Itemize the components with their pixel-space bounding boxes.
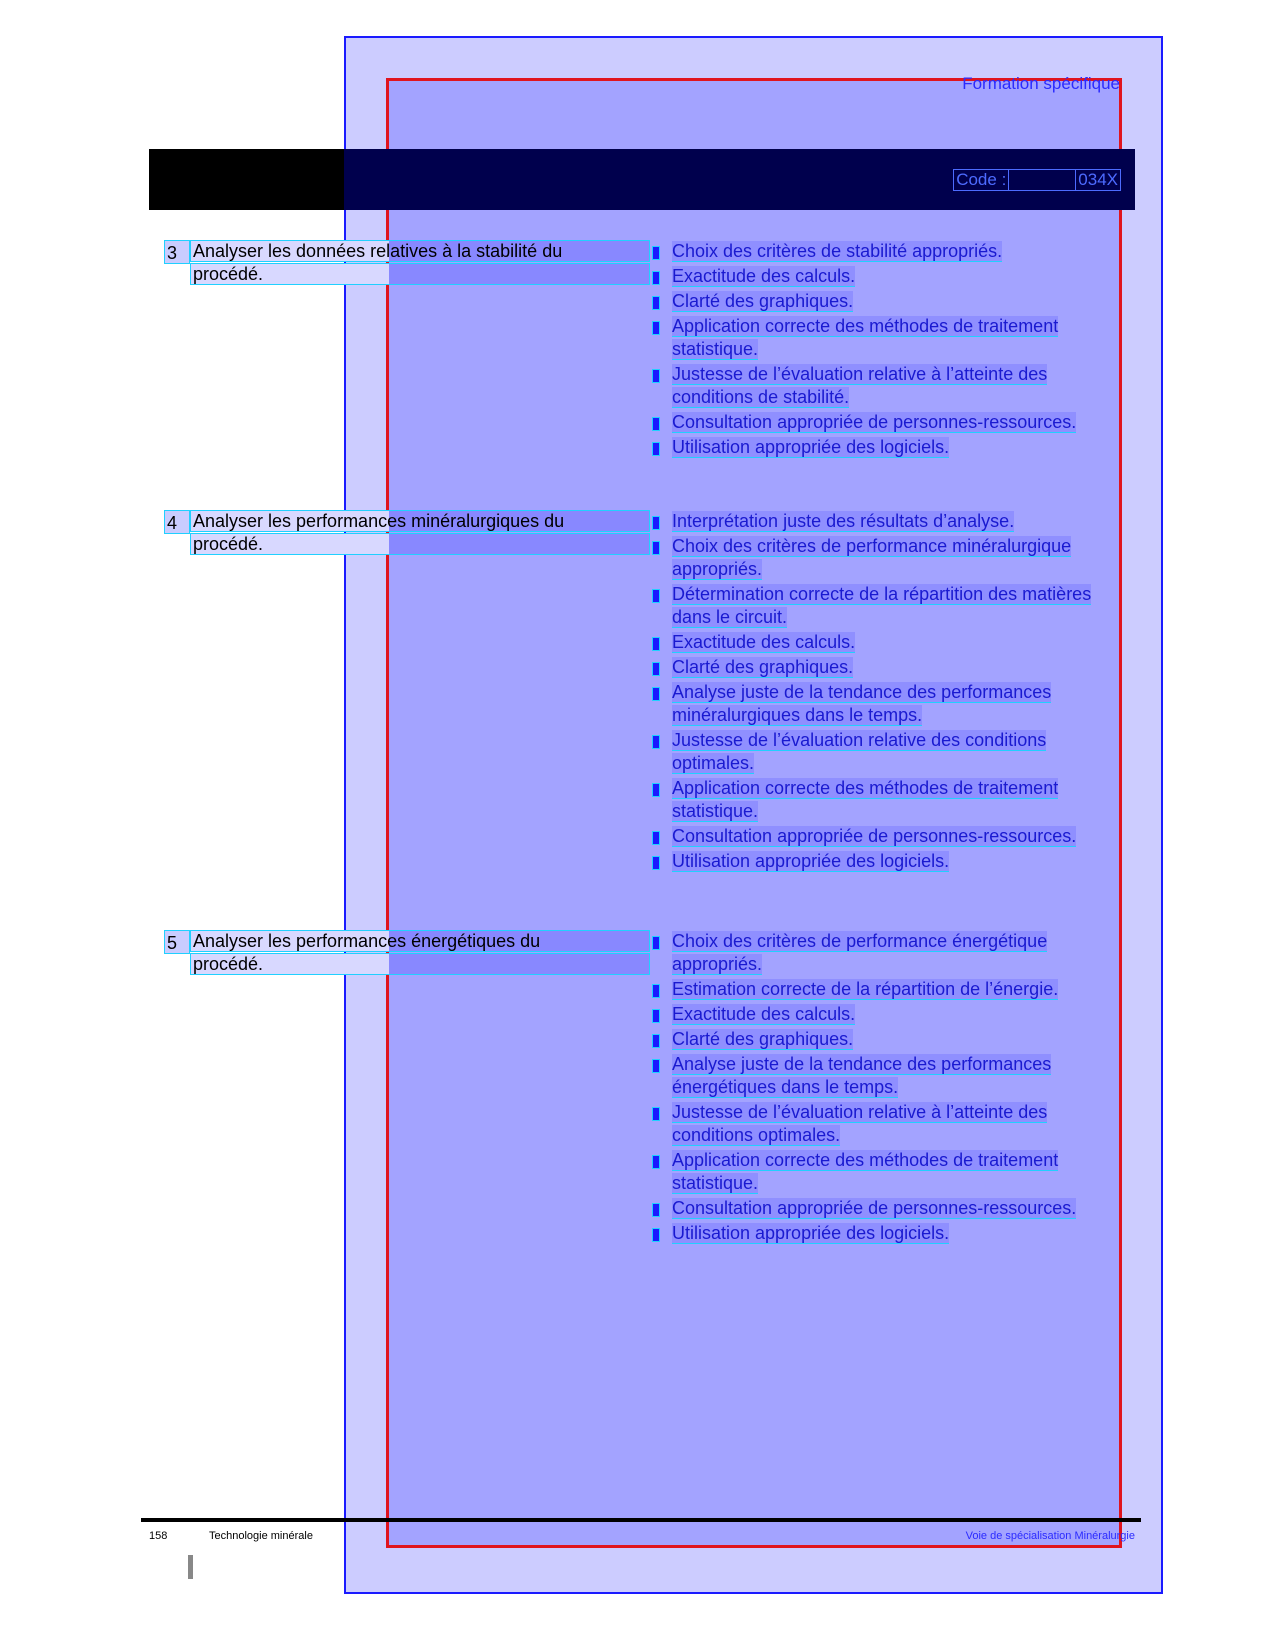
list-item xyxy=(652,535,1114,581)
criterion-text: Application correcte des méthodes de traitement statistique. xyxy=(672,316,1059,359)
criterion-text: Clarté des graphiques. xyxy=(672,657,854,677)
criterion-text: Utilisation appropriée des logiciels. xyxy=(672,1223,950,1243)
running-title: Formation spécifique xyxy=(962,74,1120,93)
criterion-text: Exactitude des calculs. xyxy=(672,266,856,286)
criterion-text: Consultation appropriée de personnes-ressources. xyxy=(672,1198,1077,1218)
criteria-list xyxy=(652,930,1114,1247)
list-item xyxy=(652,1101,1114,1147)
list-item xyxy=(652,436,1114,459)
list-item xyxy=(652,850,1114,873)
list-item xyxy=(652,265,1114,288)
list-item xyxy=(652,363,1114,409)
criterion-text: Justesse de l’évaluation relative des conditions optimales. xyxy=(672,730,1047,773)
element-line: procédé. xyxy=(190,263,650,285)
list-item xyxy=(652,825,1114,848)
list-item xyxy=(652,656,1114,679)
title-band xyxy=(149,149,1135,210)
list-item xyxy=(652,1053,1114,1099)
list-item xyxy=(652,290,1114,313)
bullet-icon xyxy=(652,589,660,603)
element-number: 5 xyxy=(164,930,190,954)
list-item xyxy=(652,1028,1114,1051)
bullet-icon xyxy=(652,516,660,530)
list-item xyxy=(652,411,1114,434)
list-item xyxy=(652,777,1114,823)
criteria-list xyxy=(652,240,1114,461)
element-line: procédé. xyxy=(190,953,650,975)
code-label: Code : xyxy=(953,169,1009,191)
bullet-icon xyxy=(652,831,660,845)
list-item xyxy=(652,1222,1114,1245)
bullet-icon xyxy=(652,1059,660,1073)
criterion-text: Exactitude des calculs. xyxy=(672,632,856,652)
bullet-icon xyxy=(652,783,660,797)
bullet-icon xyxy=(652,442,660,456)
list-item xyxy=(652,729,1114,775)
bullet-icon xyxy=(652,417,660,431)
code-block xyxy=(953,169,1121,191)
bullet-icon xyxy=(652,637,660,651)
list-item xyxy=(652,681,1114,727)
criterion-text: Application correcte des méthodes de traitement statistique. xyxy=(672,1150,1059,1193)
bullet-icon xyxy=(652,296,660,310)
bullet-icon xyxy=(652,321,660,335)
bullet-icon xyxy=(652,541,660,555)
program-title: Technologie minérale xyxy=(209,1530,313,1542)
bullet-icon xyxy=(652,1203,660,1217)
bullet-icon xyxy=(652,662,660,676)
bullet-icon xyxy=(652,1107,660,1121)
margin-mark xyxy=(188,1555,193,1579)
list-item xyxy=(652,315,1114,361)
bullet-icon xyxy=(652,1009,660,1023)
criterion-text: Estimation correcte de la répartition de l’énergie. xyxy=(672,979,1059,999)
footer-rule xyxy=(141,1518,1141,1522)
code-value: 034X xyxy=(1075,169,1121,191)
bullet-icon xyxy=(652,1228,660,1242)
bullet-icon xyxy=(652,246,660,260)
criterion-text: Consultation appropriée de personnes-ressources. xyxy=(672,412,1077,432)
element-number: 4 xyxy=(164,510,190,534)
bullet-icon xyxy=(652,687,660,701)
element-line: Analyser les données relatives à la stabilité du xyxy=(190,240,650,262)
criterion-text: Analyse juste de la tendance des performances énergétiques dans le temps. xyxy=(672,1054,1052,1097)
criterion-text: Détermination correcte de la répartition des matières dans le circuit. xyxy=(672,584,1092,627)
criterion-text: Utilisation appropriée des logiciels. xyxy=(672,851,950,871)
bullet-icon xyxy=(652,1155,660,1169)
criterion-text: Clarté des graphiques. xyxy=(672,1029,854,1049)
element-line: Analyser les performances minéralurgiques du xyxy=(190,510,650,532)
page-number: 158 xyxy=(149,1530,168,1542)
list-item xyxy=(652,510,1114,533)
section-title: Voie de spécialisation Minéralurgie xyxy=(965,1530,1135,1542)
list-item xyxy=(652,930,1114,976)
criterion-text: Choix des critères de performance énergétique appropriés. xyxy=(672,931,1048,974)
criterion-text: Application correcte des méthodes de traitement statistique. xyxy=(672,778,1059,821)
bullet-icon xyxy=(652,856,660,870)
element-number: 3 xyxy=(164,240,190,264)
bullet-icon xyxy=(652,271,660,285)
list-item xyxy=(652,240,1114,263)
code-gap xyxy=(1009,169,1075,191)
list-item xyxy=(652,978,1114,1001)
list-item xyxy=(652,1149,1114,1195)
criterion-text: Exactitude des calculs. xyxy=(672,1004,856,1024)
criterion-text: Justesse de l’évaluation relative à l’atteinte des conditions optimales. xyxy=(672,1102,1048,1145)
bullet-icon xyxy=(652,984,660,998)
bullet-icon xyxy=(652,1034,660,1048)
criterion-text: Interprétation juste des résultats d’analyse. xyxy=(672,511,1015,531)
criteria-list xyxy=(652,510,1114,875)
criterion-text: Clarté des graphiques. xyxy=(672,291,854,311)
list-item xyxy=(652,631,1114,654)
element-line: Analyser les performances énergétiques du xyxy=(190,930,650,952)
criterion-text: Choix des critères de performance minéralurgique appropriés. xyxy=(672,536,1072,579)
element-line: procédé. xyxy=(190,533,650,555)
bullet-icon xyxy=(652,369,660,383)
criterion-text: Utilisation appropriée des logiciels. xyxy=(672,437,950,457)
criterion-text: Choix des critères de stabilité appropriés. xyxy=(672,241,1003,261)
list-item xyxy=(652,1197,1114,1220)
criterion-text: Consultation appropriée de personnes-ressources. xyxy=(672,826,1077,846)
list-item xyxy=(652,583,1114,629)
bullet-icon xyxy=(652,936,660,950)
criterion-text: Analyse juste de la tendance des performances minéralurgiques dans le temps. xyxy=(672,682,1052,725)
criterion-text: Justesse de l’évaluation relative à l’atteinte des conditions de stabilité. xyxy=(672,364,1048,407)
bullet-icon xyxy=(652,735,660,749)
list-item xyxy=(652,1003,1114,1026)
